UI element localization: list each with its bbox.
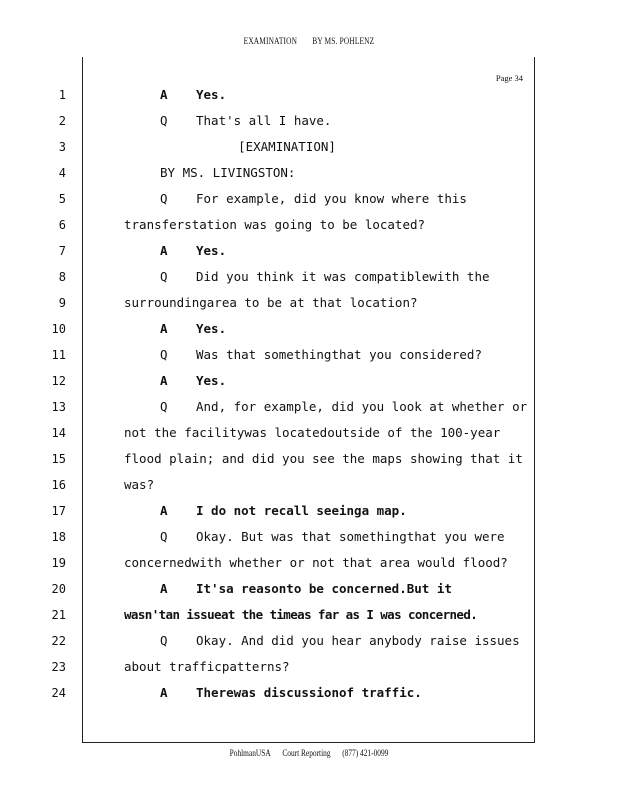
line-number: 7 — [58, 244, 66, 258]
continuation-text: concernedwith whether or not that area would flood? — [124, 555, 508, 570]
speaker-label: A — [160, 87, 168, 102]
transcript-line — [51, 399, 537, 425]
line-number: 3 — [58, 140, 66, 154]
testimony-text: That's all I have. — [196, 113, 332, 128]
speaker-label: Q — [160, 113, 168, 128]
speaker-label: Q — [160, 269, 168, 284]
testimony-text: For example, did you know where this — [196, 191, 467, 206]
transcript-line — [58, 87, 537, 113]
testimony-text: Okay. And did you hear anybody raise issues — [196, 633, 520, 648]
transcript-line — [51, 321, 537, 347]
line-number: 5 — [58, 192, 66, 206]
transcript-line — [51, 503, 537, 529]
transcript-line — [58, 217, 537, 243]
line-number: 14 — [51, 426, 66, 440]
line-number: 22 — [51, 634, 66, 648]
transcript-line — [58, 269, 537, 295]
line-number: 1 — [58, 88, 66, 102]
transcript-line — [51, 685, 537, 711]
line-number: 8 — [58, 270, 66, 284]
testimony-text: And, for example, did you look at whether or — [196, 399, 528, 414]
speaker-label: A — [160, 503, 168, 518]
testimony-text: Yes. — [196, 243, 227, 258]
continuation-text: surroundingarea to be at that location? — [124, 295, 418, 310]
testimony-text: Okay. But was that somethingthat you were — [196, 529, 505, 544]
transcript-line — [51, 529, 537, 555]
line-number: 2 — [58, 114, 66, 128]
transcript-line — [51, 451, 537, 477]
testimony-text: Yes. — [196, 321, 227, 336]
testimony-text: Yes. — [196, 87, 227, 102]
continuation-text: not the facilitywas locatedoutside of the 100-year — [124, 425, 501, 440]
line-number: 11 — [51, 348, 66, 362]
section-title: [EXAMINATION] — [238, 139, 336, 154]
line-number: 23 — [51, 660, 66, 674]
transcript-line — [51, 555, 537, 581]
line-number: 13 — [51, 400, 66, 414]
line-number: 21 — [51, 608, 66, 622]
transcript-line — [58, 165, 537, 191]
page-footer — [56, 748, 563, 758]
page-number: Page 34 — [495, 73, 523, 83]
testimony-text: Therewas discussionof traffic. — [196, 685, 422, 700]
line-number: 15 — [51, 452, 66, 466]
continuation-text: flood plain; and did you see the maps showing that it — [124, 451, 523, 466]
transcript-line — [51, 425, 537, 451]
testimony-text: I do not recall seeinga map. — [196, 503, 407, 518]
speaker-label: A — [160, 685, 168, 700]
continuation-text: BY MS. LIVINGSTON: — [160, 165, 296, 180]
transcript-line — [51, 347, 537, 373]
footer-phone: (877) 421-0099 — [342, 748, 389, 758]
line-number: 18 — [51, 530, 66, 544]
transcript-line — [58, 113, 537, 139]
transcript-line — [58, 295, 537, 321]
transcript-line — [51, 633, 537, 659]
header-examiner: BY MS. POHLENZ — [312, 36, 375, 46]
line-number: 24 — [51, 686, 66, 700]
transcript-line — [58, 243, 537, 269]
transcript-line — [51, 373, 537, 399]
continuation-text: was? — [124, 477, 155, 492]
transcript-line — [58, 139, 537, 165]
speaker-label: Q — [160, 399, 168, 414]
page-header — [56, 36, 563, 46]
testimony-text: It'sa reasonto be concerned.But it — [196, 581, 452, 596]
testimony-text: Yes. — [196, 373, 227, 388]
speaker-label: A — [160, 581, 168, 596]
continuation-text: transferstation was going to be located? — [124, 217, 426, 232]
transcript-line — [51, 607, 537, 633]
speaker-label: Q — [160, 191, 168, 206]
header-section: EXAMINATION — [243, 36, 298, 46]
line-number: 4 — [58, 166, 66, 180]
transcript-line — [51, 477, 537, 503]
line-number: 20 — [51, 582, 66, 596]
speaker-label: Q — [160, 529, 168, 544]
testimony-text: Did you think it was compatiblewith the — [196, 269, 490, 284]
speaker-label: Q — [160, 633, 168, 648]
continuation-text: about trafficpatterns? — [124, 659, 290, 674]
line-number: 9 — [58, 296, 66, 310]
line-number: 17 — [51, 504, 66, 518]
transcript-line — [51, 581, 537, 607]
line-number: 12 — [51, 374, 66, 388]
speaker-label: A — [160, 373, 168, 388]
testimony-text: Was that somethingthat you considered? — [196, 347, 482, 362]
footer-company: PohlmanUSA — [229, 748, 271, 758]
line-number: 19 — [51, 556, 66, 570]
line-number: 16 — [51, 478, 66, 492]
speaker-label: Q — [160, 347, 168, 362]
footer-service: Court Reporting — [282, 748, 331, 758]
continuation-text: wasn'tan issueat the timeas far as I was concerned. — [124, 607, 478, 622]
line-number: 10 — [51, 322, 66, 336]
speaker-label: A — [160, 321, 168, 336]
transcript-line — [58, 191, 537, 217]
transcript-line — [51, 659, 537, 685]
line-number: 6 — [58, 218, 66, 232]
speaker-label: A — [160, 243, 168, 258]
